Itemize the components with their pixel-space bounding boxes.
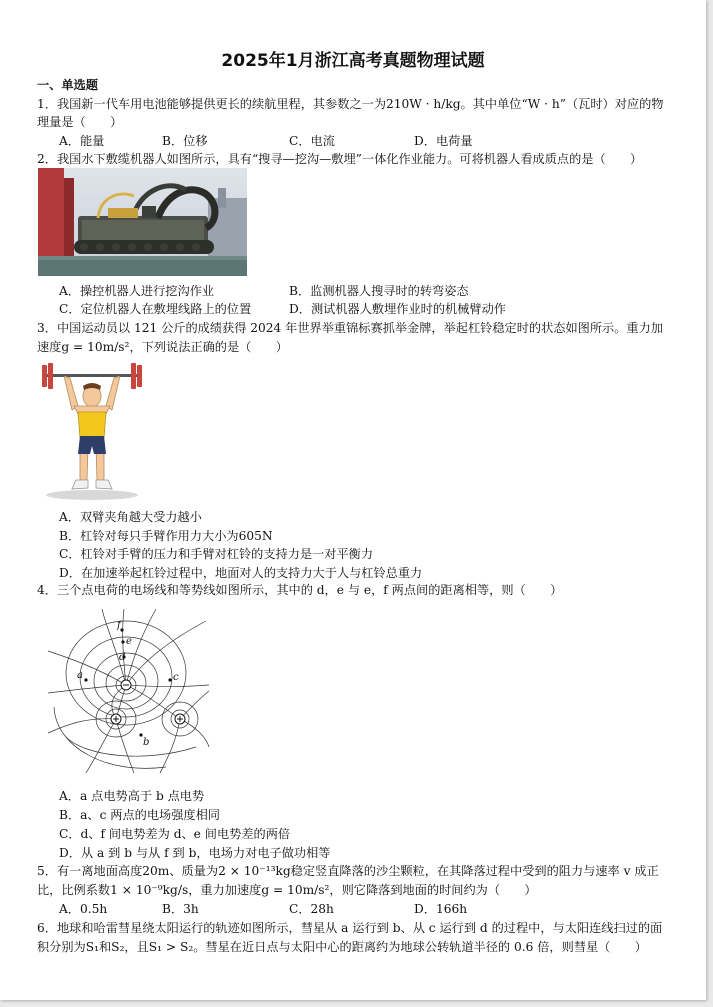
q5-option-a: A．0.5h [59, 902, 108, 916]
q1-option-b: B．位移 [162, 134, 208, 148]
q3-option-a: A．双臂夹角越大受力越小 [59, 510, 202, 524]
q4-option-b: B．a、c 两点的电场强度相同 [59, 808, 220, 822]
q1-text-line1: 1．我国新一代车用电池能够提供更长的续航里程，其参数之一为210W · h/kg。其中单位“W · h”（瓦时）对应的物 [37, 97, 664, 111]
q6-text-line1: 6．地球和哈雷彗星绕太阳运行的轨迹如图所示，彗星从 a 运行到 b、从 c 运行到 d 的过程中，与太阳连线扫过的面 [37, 921, 663, 935]
label-d: d [119, 652, 126, 663]
q2-option-a: A．操控机器人进行挖沟作业 [59, 284, 215, 298]
q5-option-b: B．3h [162, 902, 199, 916]
robot-figure [38, 168, 247, 276]
section-heading: 一、单选题 [37, 78, 98, 92]
q3-option-d: D．在加速举起杠铃过程中，地面对人的支持力大于人与杠铃总重力 [59, 566, 423, 580]
q4-option-a: A．a 点电势高于 b 点电势 [59, 789, 205, 803]
q2-option-d: D．测试机器人敷埋作业时的机械臂动作 [289, 302, 506, 316]
q4-text-line1: 4．三个点电荷的电场线和等势线如图所示，其中的 d，e 与 e，f 两点间的距离相等，则（ ） [37, 583, 563, 597]
label-c: c [173, 672, 179, 683]
q6-text-line2: 积分别为S₁和S₂，且S₁ > S₂。彗星在近日点与太阳中心的距离约为地球公转轨道半径的 0.6 倍，则彗星（ ） [37, 940, 647, 954]
q5-text-line2: 比，比例系数1 × 10⁻⁹kg/s，重力加速度g = 10m/s²，则它降落到地面的时间约为（ ） [37, 883, 537, 897]
q1-text-line2: 理量是（ ） [37, 115, 123, 129]
q2-option-c: C．定位机器人在敷埋线路上的位置 [59, 302, 252, 316]
q3-text-line1: 3．中国运动员以 121 公斤的成绩获得 2024 年世界举重锦标赛抓举金牌，举起杠铃稳定时的状态如图所示。重力加 [37, 321, 663, 335]
q3-option-b: B．杠铃对每只手臂作用力大小为605N [59, 529, 273, 543]
label-f: f [117, 620, 121, 631]
q1-option-c: C．电流 [289, 134, 335, 148]
q4-option-d: D．从 a 到 b 与从 f 到 b，电场力对电子做功相等 [59, 846, 331, 860]
q4-option-c: C．d、f 间电势差为 d、e 间电势差的两倍 [59, 827, 291, 841]
q5-option-d: D．166h [414, 902, 468, 916]
label-b: b [143, 737, 150, 748]
q1-option-a: A．能量 [59, 134, 105, 148]
electric-field-figure [46, 607, 211, 775]
weightlifter-figure [40, 362, 144, 502]
q5-option-c: C．28h [289, 902, 334, 916]
q1-option-d: D．电荷量 [414, 134, 473, 148]
q2-option-b: B．监测机器人搜寻时的转弯姿态 [289, 284, 469, 298]
page-title: 2025年1月浙江高考真题物理试题 [221, 51, 485, 71]
label-e: e [126, 636, 132, 647]
q3-option-c: C．杠铃对手臂的压力和手臂对杠铃的支持力是一对平衡力 [59, 547, 374, 561]
q3-text-line2: 速度g = 10m/s²，下列说法正确的是（ ） [37, 340, 288, 354]
q2-text-line1: 2．我国水下敷缆机器人如图所示，具有“搜寻—挖沟—敷埋”一体化作业能力。可将机器人看成质点的是（ ） [37, 152, 643, 166]
label-a: a [77, 670, 83, 681]
q5-text-line1: 5．有一离地面高度20m、质量为2 × 10⁻¹³kg稳定竖直降落的沙尘颗粒，在其降落过程中受到的阻力与速率 v 成正 [37, 864, 659, 878]
